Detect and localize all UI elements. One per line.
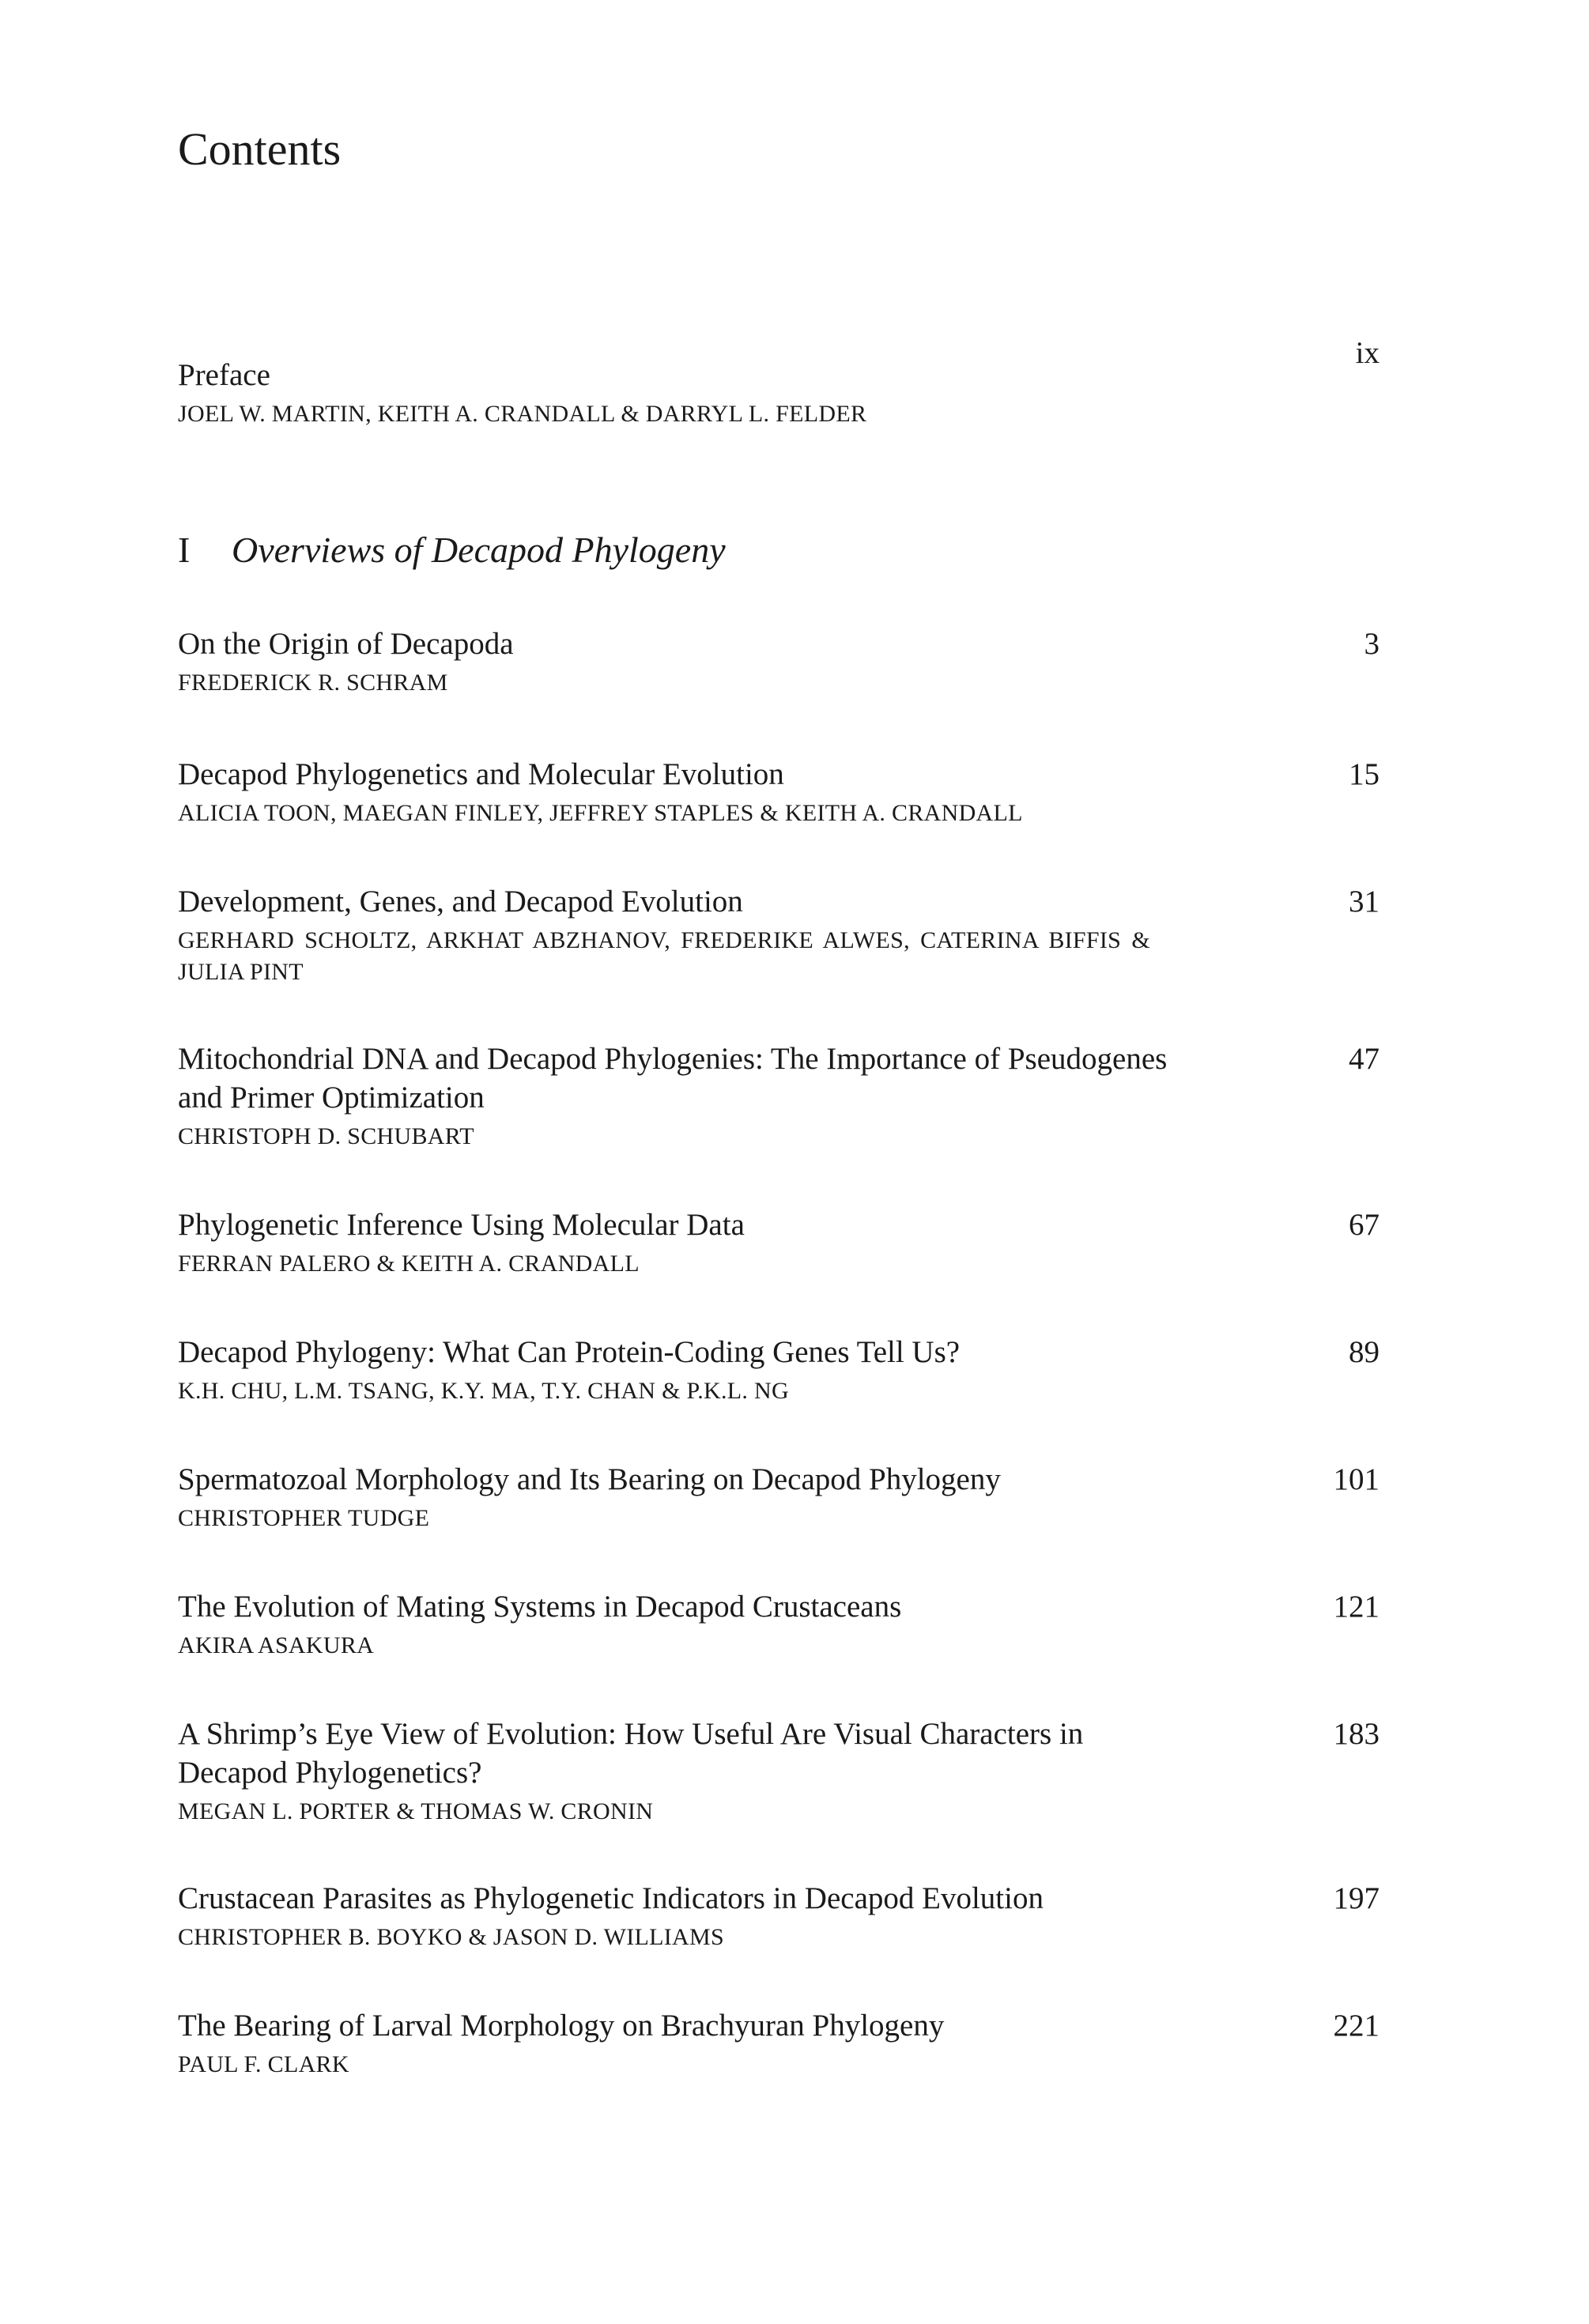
entry-page-number: 31 <box>1349 885 1380 919</box>
entry-authors: MEGAN L. PORTER & THOMAS W. CRONIN <box>178 1798 654 1824</box>
contents-entry[interactable] <box>178 624 1380 699</box>
page-title: Contents <box>178 123 342 175</box>
entry-page-number: 89 <box>1349 1335 1380 1369</box>
entry-title: Development, Genes, and Decapod Evolution <box>178 885 743 919</box>
entry-title: Phylogenetic Inference Using Molecular Data <box>178 1208 745 1242</box>
entry-title: Spermatozoal Morphology and Its Bearing on Decapod Phylogeny <box>178 1462 1001 1496</box>
entry-title: Decapod Phylogenetics and Molecular Evolution <box>178 757 784 791</box>
contents-entry[interactable] <box>178 1039 1380 1153</box>
entry-authors: CHRISTOPHER TUDGE <box>178 1505 430 1531</box>
entry-page-number: 121 <box>1333 1590 1380 1624</box>
contents-entry[interactable] <box>178 1879 1380 1953</box>
entry-authors: AKIRA ASAKURA <box>178 1632 375 1658</box>
entry-title: The Bearing of Larval Morphology on Brachyuran Phylogeny <box>178 2009 945 2043</box>
part-title: Overviews of Decapod Phylogeny <box>232 530 726 570</box>
entry-title: The Evolution of Mating Systems in Decapod Crustaceans <box>178 1590 902 1624</box>
entry-page-number: 101 <box>1333 1462 1380 1496</box>
entry-authors: FERRAN PALERO & KEITH A. CRANDALL <box>178 1251 640 1277</box>
entry-page-number: 15 <box>1349 757 1380 791</box>
entry-title: Mitochondrial DNA and Decapod Phylogenies: The Importance of Pseudogenes and Primer Optimization <box>178 1042 1168 1115</box>
contents-entry[interactable] <box>178 1205 1380 1280</box>
contents-entry[interactable] <box>178 1715 1380 1828</box>
entry-page-number: 3 <box>1364 627 1380 661</box>
contents-entry[interactable] <box>178 1460 1380 1534</box>
entry-page-number: 221 <box>1333 2009 1380 2043</box>
entry-page-number: 183 <box>1333 1717 1380 1751</box>
entry-authors: K.H. CHU, L.M. TSANG, K.Y. MA, T.Y. CHAN & P.K.L. NG <box>178 1378 789 1404</box>
entry-page-number: 47 <box>1349 1042 1380 1076</box>
contents-entry[interactable] <box>178 882 1380 988</box>
entry-authors: GERHARD SCHOLTZ, ARKHAT ABZHANOV, FREDERIKE ALWES, CATERINA BIFFIS & JULIA PINT <box>178 927 1150 985</box>
contents-entry[interactable] <box>178 1333 1380 1407</box>
contents-entry[interactable] <box>178 755 1380 829</box>
entry-title: Crustacean Parasites as Phylogenetic Indicators in Decapod Evolution <box>178 1881 1044 1915</box>
entry-title: A Shrimp’s Eye View of Evolution: How Useful Are Visual Characters in Decapod Phylogenetics? <box>178 1717 1084 1790</box>
entry-authors: FREDERICK R. SCHRAM <box>178 670 448 696</box>
entry-authors: CHRISTOPH D. SCHUBART <box>178 1123 474 1149</box>
entry-page-number: 67 <box>1349 1208 1380 1242</box>
entry-authors: PAUL F. CLARK <box>178 2051 349 2077</box>
contents-entry[interactable] <box>178 1587 1380 1662</box>
preface-page-number: ix <box>1355 336 1380 370</box>
part-heading <box>178 528 726 572</box>
preface-title: Preface <box>178 358 270 392</box>
contents-list <box>178 624 1380 2081</box>
preface-entry[interactable] <box>178 332 1380 430</box>
entry-authors: CHRISTOPHER B. BOYKO & JASON D. WILLIAMS <box>178 1924 724 1950</box>
entry-authors: ALICIA TOON, MAEGAN FINLEY, JEFFREY STAPLES & KEITH A. CRANDALL <box>178 800 1023 826</box>
part-number: I <box>178 530 191 570</box>
preface-authors: JOEL W. MARTIN, KEITH A. CRANDALL & DARRYL L. FELDER <box>178 401 867 427</box>
entry-title: Decapod Phylogeny: What Can Protein-Coding Genes Tell Us? <box>178 1335 961 1369</box>
entry-page-number: 197 <box>1333 1881 1380 1915</box>
contents-entry[interactable] <box>178 2006 1380 2081</box>
entry-title: On the Origin of Decapoda <box>178 627 514 661</box>
